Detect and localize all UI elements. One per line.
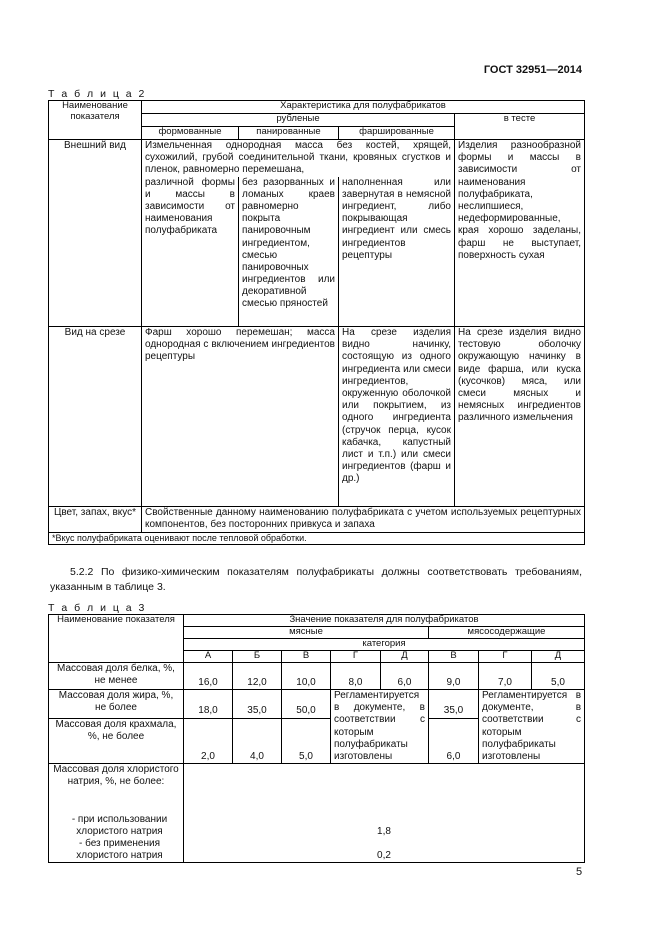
t2-header-formed: формованные xyxy=(142,127,239,140)
paragraph-5-2-2: 5.2.2 По физико-химическим показателям полуфабрикаты должны соответствовать требованиям, указанным в таблице 3. xyxy=(50,566,582,593)
t3-protein-value: 10,0 xyxy=(282,663,331,690)
t3-cat: Б xyxy=(233,651,282,663)
t3-salt-without-value: 0,2 xyxy=(184,838,585,863)
t2-header-name: Наименование показателя xyxy=(49,101,142,140)
table3-caption: Т а б л и ц а 3 xyxy=(48,602,147,614)
page-number: 5 xyxy=(576,866,583,878)
t3-header-value: Значение показателя для полуфабрикатов xyxy=(184,615,585,627)
t2-header-chopped: рубленые xyxy=(142,114,455,127)
t2-r1-stuffed: наполненная или завернутая в немясной ингредиент, либо покрывающая ингредиент или смесь ингредиентов рецептуры xyxy=(339,177,455,327)
table2-caption: Т а б л и ц а 2 xyxy=(48,88,147,100)
t3-starch-value: 6,0 xyxy=(429,718,479,764)
t2-r1-dough: Изделия разнообразной формы и массы в зависимости от наименования полуфабриката, неслипшиеся, недеформированные, края хорошо заделаны, фарш не выступает, поверхность сухая xyxy=(455,140,585,327)
t3-starch-value: 5,0 xyxy=(282,718,331,764)
t3-header-category: категория xyxy=(184,639,585,651)
t2-r2-name: Вид на срезе xyxy=(49,327,142,507)
t2-r1-formed: различной формы и массы в зависимости от наименования полуфабриката xyxy=(142,177,239,327)
t2-r1-breaded: без разорванных и ломаных краев равномерно покрыта панировочным ингредиентом, смесью панировочных ингредиентов или декоративной смесью пряностей xyxy=(239,177,339,327)
table3 xyxy=(48,614,585,863)
t3-cat: В xyxy=(282,651,331,663)
t2-header-dough: в тесте xyxy=(455,114,585,140)
t3-starch-value: 2,0 xyxy=(184,718,233,764)
t3-salt-with-value: 1,8 xyxy=(184,814,585,838)
t3-protein-value: 8,0 xyxy=(331,663,381,690)
t3-protein-value: 5,0 xyxy=(532,663,585,690)
t3-header-meat: мясные xyxy=(184,627,429,639)
t3-starch-name: Массовая доля крахмала, %, не более xyxy=(49,718,184,764)
t3-salt-without-name: - без применения хлористого натрия xyxy=(49,838,184,863)
t3-regulated-meat: Регламентируется в документе, в соответствии с которым полуфабрикаты изготовлены xyxy=(331,690,429,764)
t2-r1-common: Измельченная однородная масса без костей, хрящей, сухожилий, грубой соединительной ткани, кровяных сгустков и пленок, равномерно перемешана, xyxy=(142,140,455,177)
t3-cat: Г xyxy=(479,651,532,663)
t2-r1-name: Внешний вид xyxy=(49,140,142,327)
t2-header-stuffed: фаршированные xyxy=(339,127,455,140)
t2-r2-common: Фарш хорошо перемешан; масса однородная с включением ингредиентов рецептуры xyxy=(142,327,339,507)
t3-salt-empty xyxy=(184,764,585,814)
standard-number: ГОСТ 32951—2014 xyxy=(483,64,582,76)
t3-fat-value: 35,0 xyxy=(429,690,479,719)
t2-footnote: *Вкус полуфабриката оценивают после тепловой обработки. xyxy=(49,533,585,545)
t2-r3-name: Цвет, запах, вкус* xyxy=(49,507,142,533)
t3-header-name: Наименование показателя xyxy=(49,615,184,663)
t3-header-meat-containing: мясосодержащие xyxy=(429,627,585,639)
t3-protein-value: 9,0 xyxy=(429,663,479,690)
t3-regulated-meat-containing: Регламентируется в документе, в соответствии с которым полуфабрикаты изготовлены xyxy=(479,690,585,764)
t3-fat-value: 18,0 xyxy=(184,690,233,719)
t2-header-breaded: панированные xyxy=(239,127,339,140)
t3-cat: Д xyxy=(381,651,429,663)
t2-header-characteristic: Характеристика для полуфабрикатов xyxy=(142,101,585,114)
t2-r2-dough: На срезе изделия видно тестовую оболочку окружающую начинку в виде фарша, или куска (кусочков) мяса, или смеси мясных и немясных ингредиентов различного измельчения xyxy=(455,327,585,507)
t3-fat-name: Массовая доля жира, %, не более xyxy=(49,690,184,719)
t3-salt-with-name: - при использовании хлористого натрия xyxy=(49,814,184,838)
t3-salt-name: Массовая доля хлористого натрия, %, не более: xyxy=(49,764,184,814)
t3-protein-value: 12,0 xyxy=(233,663,282,690)
t3-starch-value: 4,0 xyxy=(233,718,282,764)
t3-fat-value: 50,0 xyxy=(282,690,331,719)
t2-r3-text: Свойственные данному наименованию полуфабриката с учетом используемых рецептурных компонентов, без посторонних привкуса и запаха xyxy=(142,507,585,533)
t3-fat-value: 35,0 xyxy=(233,690,282,719)
t3-protein-name: Массовая доля белка, %, не менее xyxy=(49,663,184,690)
t2-r2-stuffed: На срезе изделия видно начинку, состоящую из одного ингредиента или смеси ингредиентов, окруженную оболочкой или покрытием, из одного ингредиента (стручок перца, кусок кабачка, капустный лист и т.п.) или смеси ингредиентов (фарш и др.) xyxy=(339,327,455,507)
t3-cat: В xyxy=(429,651,479,663)
t3-cat: А xyxy=(184,651,233,663)
t3-cat: Г xyxy=(331,651,381,663)
t3-protein-value: 16,0 xyxy=(184,663,233,690)
table2 xyxy=(48,100,585,545)
t3-protein-value: 7,0 xyxy=(479,663,532,690)
t3-cat: Д xyxy=(532,651,585,663)
t3-protein-value: 6,0 xyxy=(381,663,429,690)
